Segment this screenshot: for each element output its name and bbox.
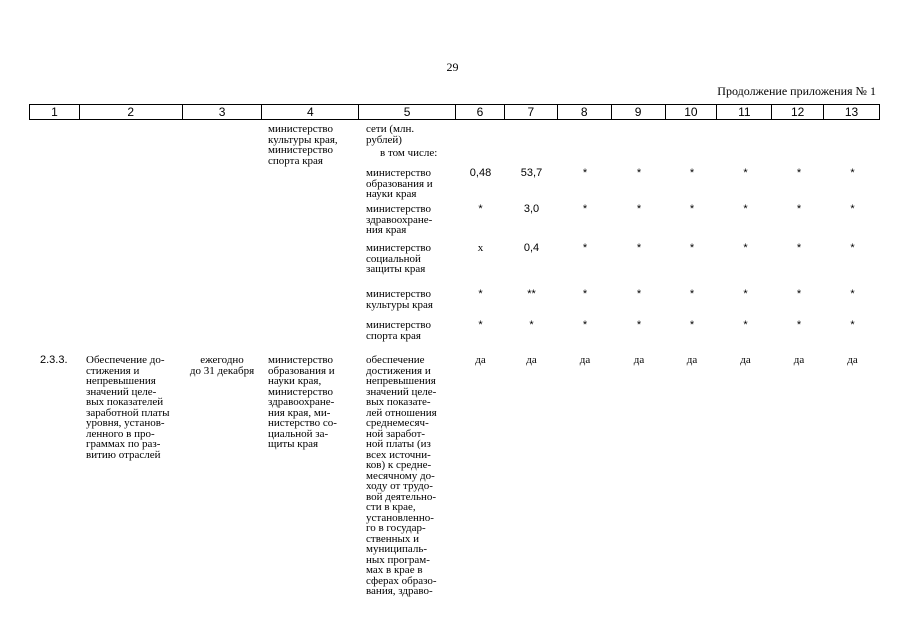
subrow-value: * — [582, 242, 588, 254]
subrow-value: * — [636, 203, 642, 215]
subrow-value: * — [636, 167, 642, 179]
subrow-value: * — [636, 319, 642, 331]
subrow-value: * — [796, 288, 802, 300]
header-cell-3: 3 — [183, 105, 263, 119]
item-value: да — [633, 354, 645, 366]
table-header-row — [29, 104, 880, 120]
executor-continued: министерство культуры края, министерство спорта края — [268, 123, 338, 167]
header-cell-9: 9 — [612, 105, 666, 119]
subrow-value: * — [478, 203, 483, 215]
item-indicator: обеспечение достижения и непревышения значений целе- вых показате- лей отношения среднемесяч- ной заработ- ной платы (из всех источни- ков) к средне- месячному до- ходу от трудо- вой деятельно- сти в крае, установленно- го в государ- ственных и муниципаль- ных програм- мах в крае в сферах образо- вания, здраво- — [366, 354, 437, 597]
subrow-value: * — [796, 203, 802, 215]
header-cell-7: 7 — [505, 105, 558, 119]
subrow-value: * — [850, 167, 855, 179]
subrow-value: * — [850, 242, 855, 254]
subrow-value: * — [689, 288, 695, 300]
subrow-value: * — [796, 167, 802, 179]
header-cell-8: 8 — [558, 105, 612, 119]
subrow-value: 0,48 — [469, 167, 492, 179]
item-value: да — [526, 354, 537, 366]
subrow-value: * — [689, 203, 695, 215]
header-cell-4: 4 — [262, 105, 359, 119]
in-that-label: в том числе: — [380, 147, 438, 159]
header-cell-10: 10 — [666, 105, 718, 119]
subrow-label: министерство культуры края — [366, 288, 433, 311]
subrow-value: * — [636, 242, 642, 254]
indicator-continued: сети (млн. рублей) — [366, 123, 415, 146]
subrow-value: * — [850, 319, 855, 331]
subrow-value: * — [743, 288, 748, 300]
header-cell-11: 11 — [717, 105, 772, 119]
header-cell-13: 13 — [844, 105, 859, 119]
item-name: Обеспечение до- стижения и непревышения значений целе- вых показателей заработной платы уровня, установ- ленного в про- граммах по раз- витию отраслей — [86, 354, 170, 461]
item-value: да — [793, 354, 805, 366]
item-value: да — [579, 354, 591, 366]
subrow-value: * — [850, 288, 855, 300]
subrow-value: * — [689, 242, 695, 254]
subrow-label: министерство здравоохране- ния края — [366, 203, 433, 236]
subrow-value: * — [529, 319, 534, 331]
subrow-value: * — [743, 203, 748, 215]
subrow-value: * — [743, 242, 748, 254]
subrow-value: * — [743, 167, 748, 179]
header-cell-12: 12 — [772, 105, 824, 119]
subrow-value: * — [478, 319, 483, 331]
item-number: 2.3.3. — [40, 354, 68, 366]
subrow-value: * — [636, 288, 642, 300]
subrow-value: * — [743, 319, 748, 331]
subrow-value: 53,7 — [520, 167, 543, 179]
subrow-value: * — [850, 203, 855, 215]
subrow-label: министерство образования и науки края — [366, 167, 433, 200]
subrow-value: * — [582, 203, 588, 215]
item-value: да — [686, 354, 698, 366]
subrow-value: * — [689, 167, 695, 179]
header-cell-1: 1 — [30, 105, 80, 119]
subrow-label: министерство социальной защиты края — [366, 242, 432, 275]
item-value: да — [847, 354, 858, 366]
subrow-value: * — [582, 319, 588, 331]
subrow-value: х — [477, 242, 484, 254]
header-cell-2: 2 — [80, 105, 183, 119]
subrow-label: министерство спорта края — [366, 319, 432, 342]
header-cell-5: 5 — [359, 105, 456, 119]
item-value: да — [475, 354, 486, 366]
item-value: да — [740, 354, 751, 366]
subrow-value: * — [478, 288, 483, 300]
subrow-value: * — [689, 319, 695, 331]
subrow-value: * — [796, 242, 802, 254]
subrow-value: * — [582, 167, 588, 179]
subrow-value: 0,4 — [523, 242, 540, 254]
continuation-label: Продолжение приложения № 1 — [717, 84, 876, 98]
subrow-value: * — [796, 319, 802, 331]
subrow-value: ** — [527, 288, 536, 300]
page-number: 29 — [446, 60, 459, 74]
subrow-value: * — [582, 288, 588, 300]
header-cell-6: 6 — [456, 105, 505, 119]
item-executor: министерство образования и науки края, министерство здравоохране- ния края, ми- нистерство со- циальной за- щиты края — [268, 354, 337, 450]
item-term: ежегодно до 31 декабря — [189, 354, 255, 377]
subrow-value: 3,0 — [523, 203, 540, 215]
